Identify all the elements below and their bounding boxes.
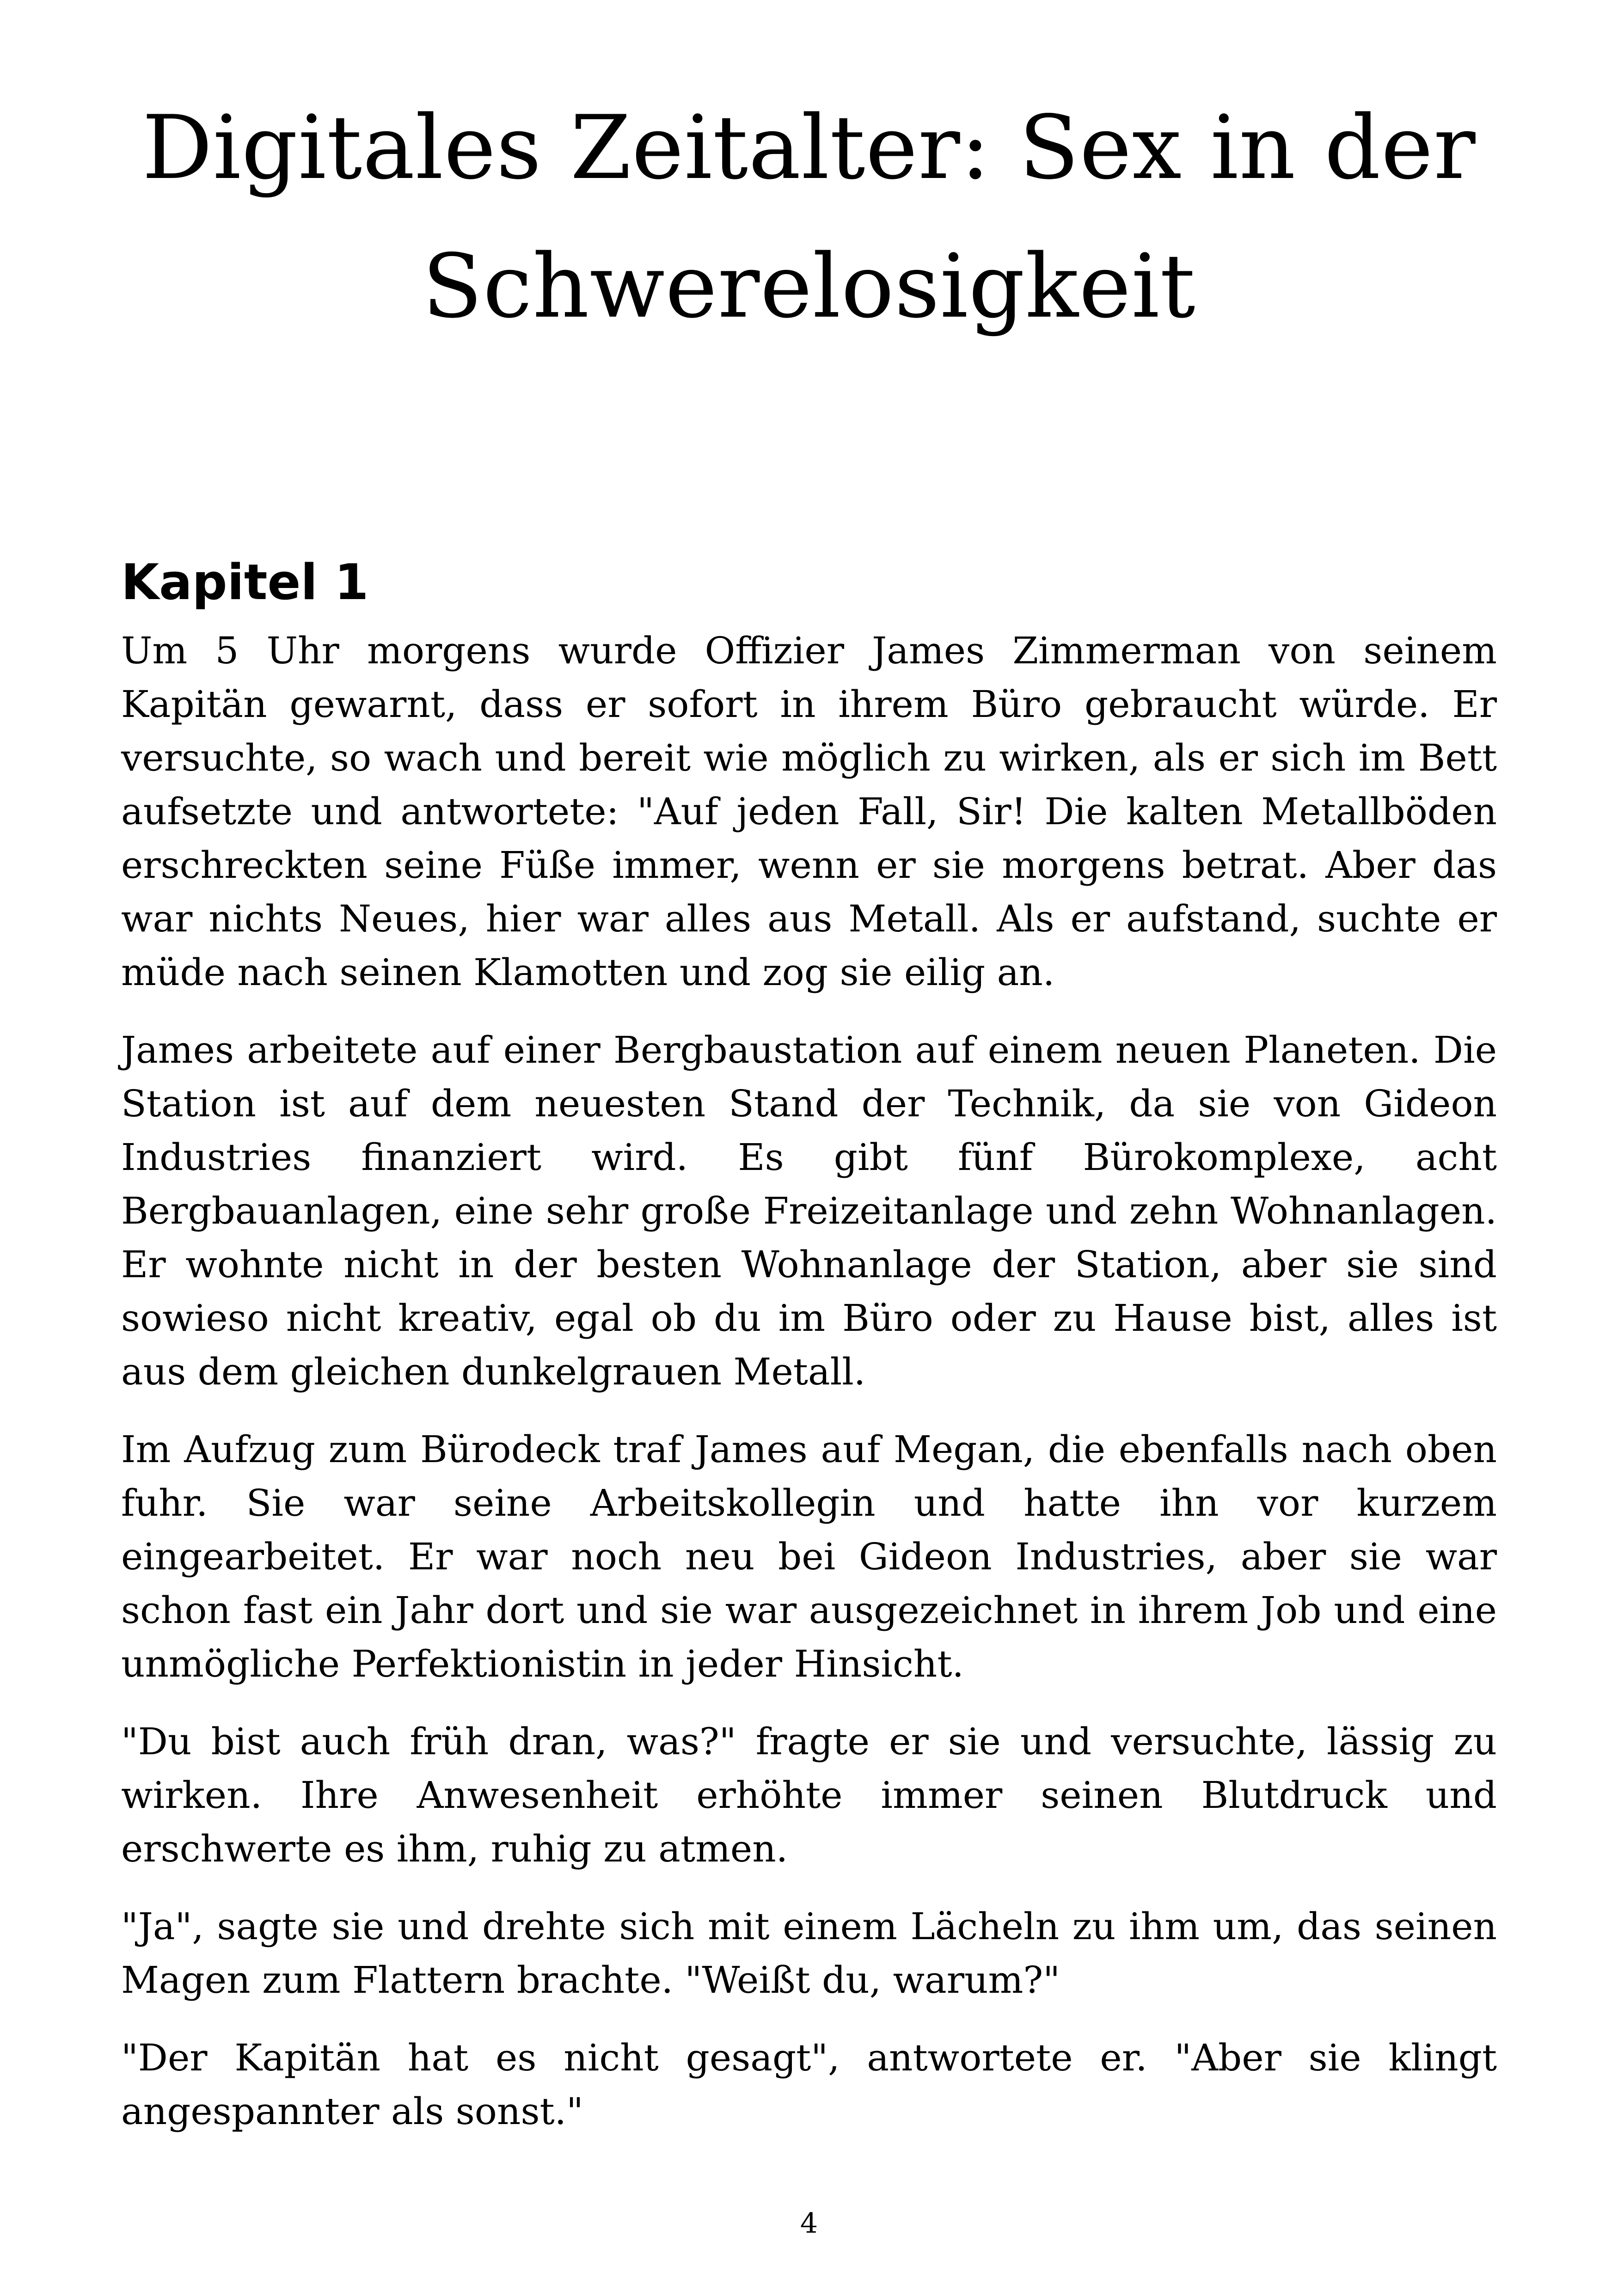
paragraph: "Der Kapitän hat es nicht gesagt", antwortete er. "Aber sie klingt angespannter als sonst." [121, 2036, 1497, 2133]
paragraph: James arbeitete auf einer Bergbaustation auf einem neuen Planeten. Die Station ist auf dem neuesten Stand der Technik, da sie von Gideon Industries finanziert wird. Es gibt fünf Bürokomplexe, acht Bergbauanlagen, eine sehr große Freizeitanlage und zehn Wohnanlagen. Er wohnte nicht in der besten Wohnanlage der Station, aber sie sind sowieso nicht kreativ, egal ob du im Büro oder zu Hause bist, alles ist aus dem gleichen dunkelgrauen Metall. [121, 1029, 1497, 1393]
body-text [121, 624, 1497, 2162]
chapter-heading: Kapitel 1 [121, 554, 369, 611]
paragraph: "Du bist auch früh dran, was?" fragte er sie und versuchte, lässig zu wirken. Ihre Anwesenheit erhöhte immer seinen Blutdruck und erschwerte es ihm, ruhig zu atmen. [121, 1720, 1497, 1870]
page-number: 4 [800, 2207, 818, 2240]
paragraph: "Ja", sagte sie und drehte sich mit einem Lächeln zu ihm um, das seinen Magen zum Flattern brachte. "Weißt du, warum?" [121, 1905, 1497, 2002]
paragraph: Um 5 Uhr morgens wurde Offizier James Zimmerman von seinem Kapitän gewarnt, dass er sofort in ihrem Büro gebraucht würde. Er versuchte, so wach und bereit wie möglich zu wirken, als er sich im Bett aufsetzte und antwortete: "Auf jeden Fall, Sir! Die kalten Metallböden erschreckten seine Füße immer, wenn er sie morgens betrat. Aber das war nichts Neues, hier war alles aus Metall. Als er aufstand, suchte er müde nach seinen Klamotten und zog sie eilig an. [121, 629, 1497, 994]
paragraph: Im Aufzug zum Bürodeck traf James auf Megan, die ebenfalls nach oben fuhr. Sie war seine Arbeitskollegin und hatte ihn vor kurzem eingearbeitet. Er war noch neu bei Gideon Industries, aber sie war schon fast ein Jahr dort und sie war ausgezeichnet in ihrem Job und eine unmögliche Perfektionistin in jeder Hinsicht. [121, 1428, 1497, 1685]
document-title: Digitales Zeitalter: Sex in der Schwerelosigkeit [142, 97, 1476, 337]
